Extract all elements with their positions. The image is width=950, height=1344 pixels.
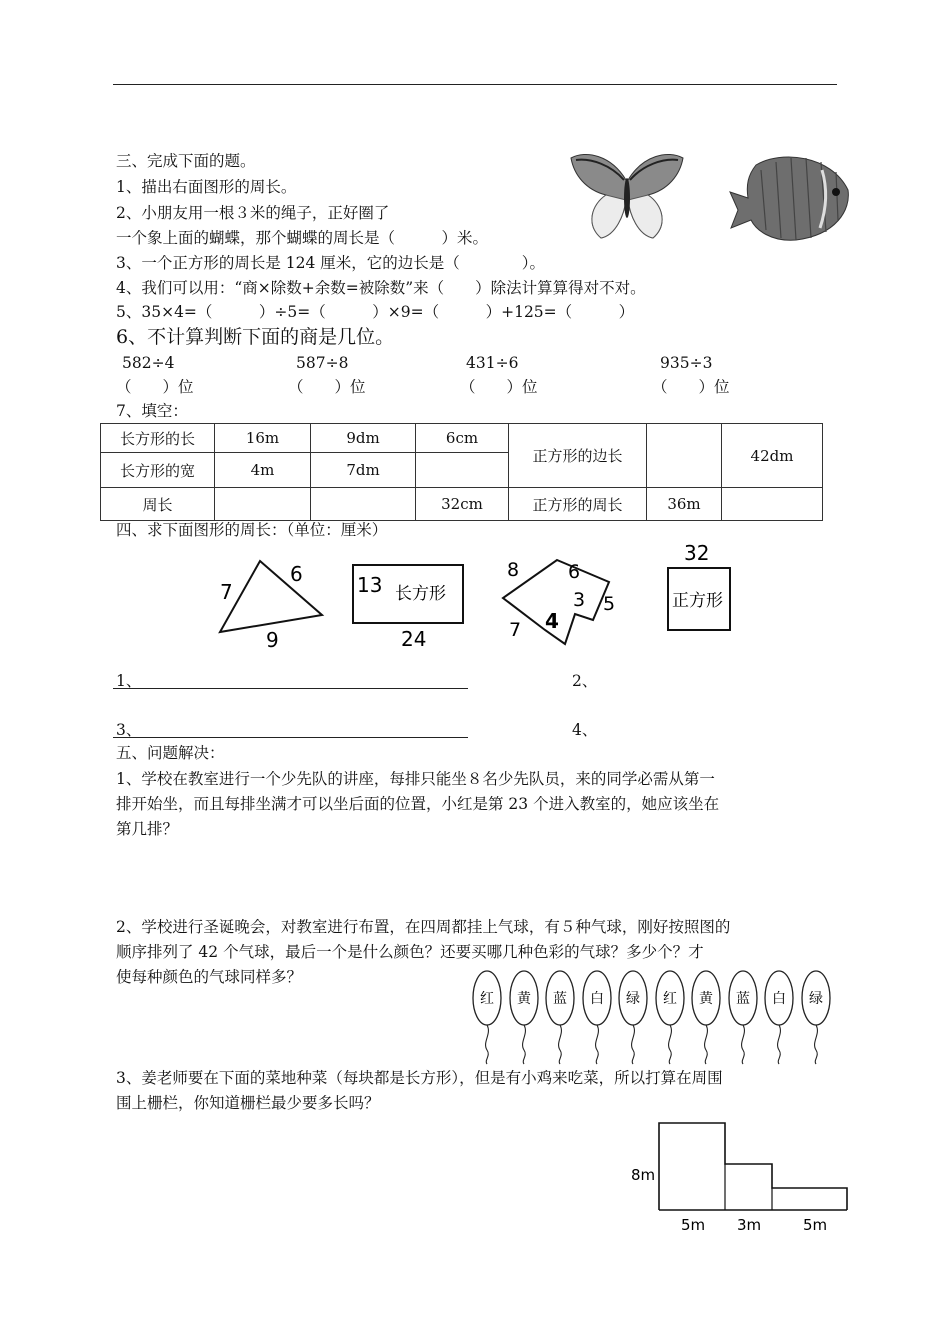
polygon-side-5: 4: [545, 609, 559, 633]
garden-height: 8m: [631, 1166, 656, 1184]
square-side-1[interactable]: [647, 424, 722, 488]
rect-width-2: 7dm: [311, 453, 416, 488]
question-3-3: 3、一个正方形的周长是 124 厘米，它的边长是（ ）。: [116, 254, 546, 272]
square-figure: [660, 540, 740, 635]
square-side-2: 42dm: [722, 424, 823, 488]
question-3-1: 1、描出右面图形的周长。: [116, 178, 297, 196]
perimeter-1[interactable]: [215, 488, 311, 521]
balloon-label: 蓝: [553, 991, 567, 1007]
balloon: [580, 968, 614, 1066]
division-3: 431÷6: [466, 354, 519, 372]
answer-label-1: 1、: [116, 672, 142, 690]
polygon-side-1: 8: [507, 559, 520, 581]
balloon: [726, 968, 760, 1066]
section-3-title: 三、完成下面的题。: [116, 152, 256, 170]
question-3-7: 7、填空：: [116, 402, 188, 420]
problem-1-line3: 第几排？: [116, 820, 179, 838]
garden-figure: [625, 1118, 860, 1243]
balloon-label: 黄: [516, 991, 531, 1007]
square-side: 32: [684, 541, 710, 565]
perimeter-2[interactable]: [311, 488, 416, 521]
balloon: [543, 968, 577, 1066]
rect-length-label: 长方形的长: [101, 424, 215, 453]
balloon-label: 红: [662, 991, 677, 1007]
garden-width-2: 3m: [737, 1216, 762, 1234]
digit-blank-2[interactable]: （ ）位: [288, 378, 366, 396]
header-rule: [113, 84, 837, 85]
balloon: [762, 968, 796, 1066]
division-2: 587÷8: [296, 354, 349, 372]
problem-3-line2: 围上栅栏，你知道栅栏最少要多长吗？: [116, 1094, 380, 1112]
balloon: [470, 968, 504, 1066]
balloon: [689, 968, 723, 1066]
rect-length-1: 16m: [215, 424, 311, 453]
rect-width-label: 长方形的宽: [101, 453, 215, 488]
perimeter-label: 周长: [101, 488, 215, 521]
problem-1-line2: 排开始坐，而且每排坐满才可以坐后面的位置，小红是第 23 个进入教室的，她应该坐在: [116, 795, 720, 813]
square-perimeter-1: 36m: [647, 488, 722, 521]
section-4-title: 四、求下面图形的周长：（单位：厘米）: [116, 521, 388, 539]
division-4: 935÷3: [660, 354, 713, 372]
triangle-figure: [210, 555, 335, 650]
digit-blank-3[interactable]: （ ）位: [460, 378, 538, 396]
balloon-label: 白: [772, 991, 786, 1007]
balloon-row: [470, 968, 840, 1068]
polygon-side-6: 7: [509, 619, 522, 641]
division-1: 582÷4: [122, 354, 175, 372]
balloon: [799, 968, 833, 1066]
balloon: [507, 968, 541, 1066]
rectangle-label: 长方形: [395, 584, 446, 604]
rectangle-width: 24: [401, 627, 427, 651]
digit-blank-4[interactable]: （ ）位: [652, 378, 730, 396]
balloon-label: 黄: [699, 991, 713, 1007]
question-3-4: 4、我们可以用：“商×除数+余数=被除数”来（ ）除法计算算得对不对。: [116, 279, 646, 297]
balloon: [616, 968, 650, 1066]
rect-width-3[interactable]: [416, 453, 509, 488]
balloon-label: 绿: [808, 991, 823, 1007]
balloon-label: 白: [589, 991, 604, 1007]
square-perimeter-2[interactable]: [722, 488, 823, 521]
balloon-label: 红: [480, 991, 494, 1007]
problem-2-line1: 2、学校进行圣诞晚会，对教室进行布置，在四周都挂上气球，有５种气球，刚好按照图的: [116, 918, 731, 936]
polygon-side-2: 6: [568, 561, 581, 583]
rectangle-height: 13: [357, 573, 383, 597]
garden-width-1: 5m: [681, 1216, 706, 1234]
square-side-label: 正方形的边长: [509, 424, 647, 488]
balloon-label: 绿: [626, 991, 640, 1007]
polygon-side-4: 5: [603, 593, 616, 615]
answer-label-3: 3、: [116, 721, 142, 739]
balloon: [653, 968, 687, 1066]
rect-width-1: 4m: [215, 453, 311, 488]
section-5-title: 五、问题解决：: [116, 744, 225, 762]
question-3-5: 5、35×4=（ ）÷5=（ ）×9=（ ）+125=（ ）: [116, 303, 635, 321]
perimeter-3: 32cm: [416, 488, 509, 521]
square-perimeter-label: 正方形的周长: [509, 488, 647, 521]
answer-label-2: 2、: [572, 672, 598, 690]
triangle-side-b: 6: [290, 562, 303, 586]
question-3-6: 6、不计算判断下面的商是几位。: [116, 326, 395, 348]
balloon-label: 蓝: [735, 991, 750, 1007]
rect-length-2: 9dm: [311, 424, 416, 453]
answer-line-1[interactable]: [113, 688, 468, 689]
digit-blank-1[interactable]: （ ）位: [116, 378, 194, 396]
rect-length-3: 6cm: [416, 424, 509, 453]
fish-image: [726, 150, 856, 246]
butterfly-image: [566, 150, 688, 242]
problem-3-line1: 3、姜老师要在下面的菜地种菜（每块都是长方形），但是有小鸡来吃菜，所以打算在周围: [116, 1069, 723, 1087]
problem-2-line2: 顺序排列了 42 个气球，最后一个是什么颜色？还要买哪几种色彩的气球？多少个？才: [116, 943, 704, 961]
answer-label-4: 4、: [572, 721, 598, 739]
fill-in-table: [100, 423, 823, 521]
garden-width-3: 5m: [803, 1216, 828, 1234]
question-3-2-line2: 一个象上面的蝴蝶，那个蝴蝶的周长是（ ）米。: [116, 229, 489, 247]
triangle-side-c: 9: [266, 628, 279, 650]
answer-line-3[interactable]: [113, 737, 468, 738]
triangle-side-a: 7: [220, 580, 233, 604]
problem-1-line1: 1、学校在教室进行一个少先队的讲座，每排只能坐８名少先队员，来的同学必需从第一: [116, 770, 715, 788]
polygon-figure: [495, 548, 630, 648]
polygon-side-3: 3: [573, 589, 586, 611]
problem-2-line3: 使每种颜色的气球同样多？: [116, 968, 303, 986]
question-3-2-line1: 2、小朋友用一根３米的绳子，正好圈了: [116, 204, 390, 222]
square-label: 正方形: [672, 591, 723, 611]
rectangle-figure: [345, 560, 475, 655]
